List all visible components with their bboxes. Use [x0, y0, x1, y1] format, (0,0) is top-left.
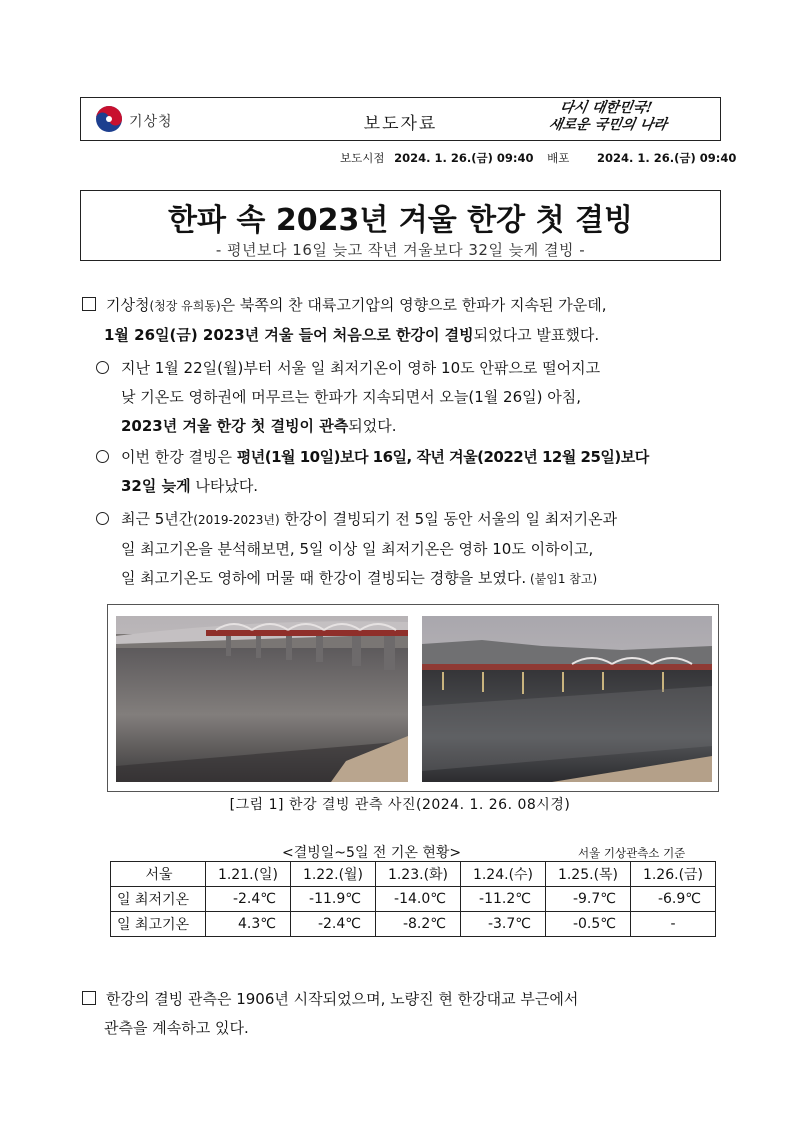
table-title: <결빙일~5일 전 기온 현황>	[282, 845, 462, 861]
text: (청장 유희동)	[149, 299, 221, 313]
table-cell: -	[631, 912, 716, 937]
table-cell: 4.3℃	[206, 912, 291, 937]
bullet-3	[96, 505, 736, 594]
table-row	[111, 887, 716, 912]
table-note: 서울 기상관측소 기준	[578, 846, 686, 860]
text: 되었다고 발표했다.	[473, 326, 600, 344]
org-name: 기상청	[129, 114, 173, 130]
text: 나타났다.	[190, 477, 259, 495]
square-bullet-icon	[82, 297, 96, 311]
embargo-label: 보도시점	[340, 151, 385, 165]
text: 일 최고기온을 분석해보면, 5일 이상 일 최저기온은 영하 10도 이하이고,	[121, 540, 594, 558]
embargo-line	[340, 150, 736, 166]
paragraph-1	[82, 291, 732, 350]
table-cell: -6.9℃	[631, 887, 716, 912]
text: 은 북쪽의 찬 대륙고기압의 영향으로 한파가 지속된 가운데,	[220, 296, 607, 314]
row-label: 일 최고기온	[111, 912, 206, 937]
column-header: 1.23.(화)	[376, 862, 461, 887]
text: (2019-2023년)	[193, 513, 280, 527]
page-subtitle: - 평년보다 16일 늦고 작년 겨울보다 32일 늦게 결빙 -	[215, 241, 586, 259]
table-cell: -2.4℃	[291, 912, 376, 937]
title-box	[80, 190, 721, 261]
bullet-2	[96, 443, 736, 501]
figure-caption: [그림 1] 한강 결빙 관측 사진(2024. 1. 26. 08시경)	[229, 797, 571, 813]
table-cell: -2.4℃	[206, 887, 291, 912]
distribution-time: 2024. 1. 26.(금) 09:40	[596, 151, 737, 165]
text: 지난 1월 22일(월)부터 서울 일 최저기온이 영하 10도 안팎으로 떨어지고	[121, 359, 601, 377]
table-cell: -14.0℃	[376, 887, 461, 912]
photo-frame	[107, 604, 719, 792]
circle-bullet-icon	[96, 361, 109, 374]
doc-type: 보도자료	[363, 114, 438, 134]
text: 관측을 계속하고 있다.	[104, 1019, 249, 1037]
circle-bullet-icon	[96, 512, 109, 525]
text: 1월 26일(금) 2023년 겨울 들어 처음으로 한강이 결빙	[104, 326, 474, 344]
slogan	[547, 100, 712, 138]
text: 한강의 결빙 관측은 1906년 시작되었으며, 노량진 현 한강대교 부근에서	[106, 990, 579, 1008]
column-header: 1.25.(목)	[546, 862, 631, 887]
text: 일 최고기온도 영하에 머물 때 한강이 결빙되는 경향을 보였다.	[121, 569, 527, 587]
table-header-row	[111, 862, 716, 887]
text: 되었다.	[348, 417, 397, 435]
text: (붙임1 참고)	[526, 572, 598, 586]
temperature-table	[110, 861, 716, 937]
row-label: 일 최저기온	[111, 887, 206, 912]
circle-bullet-icon	[96, 450, 109, 463]
paragraph-2	[82, 985, 732, 1043]
text: 2023년 겨울 한강 첫 결빙이 관측	[121, 417, 349, 435]
column-header: 1.21.(일)	[206, 862, 291, 887]
table-cell: -11.2℃	[461, 887, 546, 912]
header-box	[80, 97, 721, 141]
table-row	[111, 912, 716, 937]
text: 한강이 결빙되기 전 5일 동안 서울의 일 최저기온과	[279, 510, 618, 528]
bullet-1	[96, 354, 736, 441]
embargo-time: 2024. 1. 26.(금) 09:40	[394, 151, 534, 165]
page-title: 한파 속 2023년 겨울 한강 첫 결빙	[168, 203, 633, 238]
table-cell: -0.5℃	[546, 912, 631, 937]
column-header: 1.26.(금)	[631, 862, 716, 887]
text: 32일 늦게	[121, 477, 191, 495]
slogan-line-1: 다시 대한민국!	[558, 100, 654, 116]
text: 기상청	[106, 296, 150, 314]
column-header: 1.22.(월)	[291, 862, 376, 887]
table-cell: -3.7℃	[461, 912, 546, 937]
text: 이번 한강 결빙은	[121, 448, 237, 466]
table-corner: 서울	[111, 862, 206, 887]
table-cell: -9.7℃	[546, 887, 631, 912]
square-bullet-icon	[82, 991, 96, 1005]
text: 낮 기온도 영하권에 머무르는 한파가 지속되면서 오늘(1월 26일) 아침,	[121, 388, 581, 406]
slogan-line-2: 새로운 국민의 나라	[547, 117, 669, 133]
distribution-label: 배포	[547, 151, 570, 165]
table-cell: -11.9℃	[291, 887, 376, 912]
table-cell: -8.2℃	[376, 912, 461, 937]
han-river-photo-right	[422, 616, 712, 782]
text: 최근 5년간	[121, 510, 194, 528]
text: 평년(1월 10일)보다 16일, 작년 겨울(2022년 12월 25일)보다	[236, 448, 649, 466]
han-river-photo-left	[116, 616, 408, 782]
column-header: 1.24.(수)	[461, 862, 546, 887]
